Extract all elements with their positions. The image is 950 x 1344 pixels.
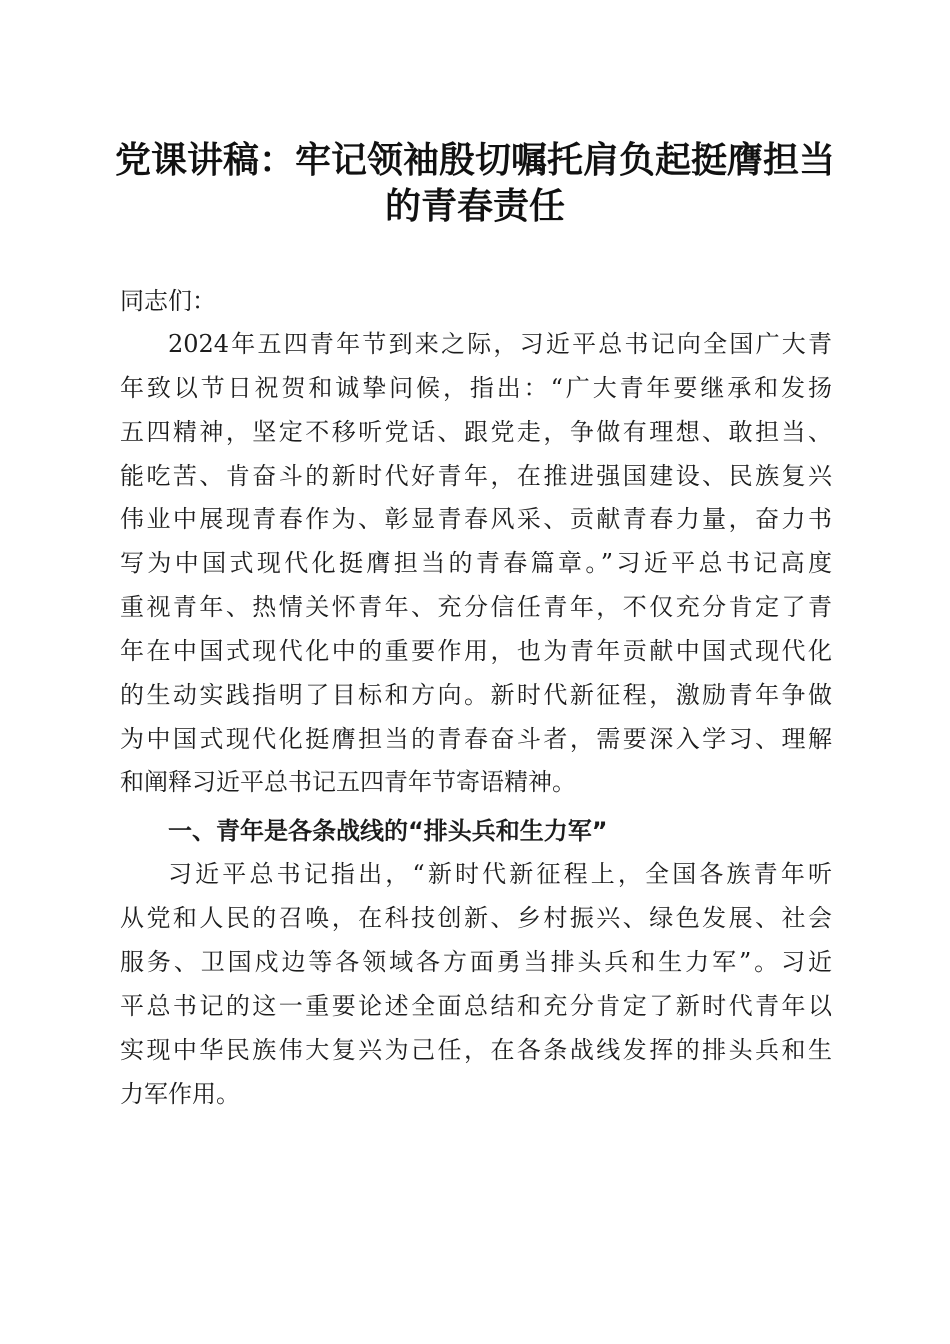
paragraph-2-line: 服务、卫国戍边等各领域各方面勇当排头兵和生力军”。习近 xyxy=(120,948,832,976)
paragraph-1-line: 五四精神，坚定不移听党话、跟党走，争做有理想、敢担当、 xyxy=(120,418,832,446)
section-1-heading: 一、青年是各条战线的“排头兵和生力军” xyxy=(168,817,608,845)
paragraph-1-line: 重视青年、热情关怀青年、充分信任青年，不仅充分肯定了青 xyxy=(120,593,832,621)
paragraph-1-line: 和阐释习近平总书记五四青年节寄语精神。 xyxy=(120,768,576,796)
paragraph-2-line: 从党和人民的召唤，在科技创新、乡村振兴、绿色发展、社会 xyxy=(120,904,832,932)
document-title-line-2: 的青春责任 xyxy=(384,185,565,227)
document-title-line-1: 党课讲稿：牢记领袖殷切嘱托肩负起挺膺担当 xyxy=(114,139,835,181)
paragraph-1-line: 年致以节日祝贺和诚挚问候，指出：“广大青年要继承和发扬 xyxy=(120,374,832,402)
paragraph-2-line: 实现中华民族伟大复兴为己任，在各条战线发挥的排头兵和生 xyxy=(120,1036,832,1064)
paragraph-1-line: 写为中国式现代化挺膺担当的青春篇章。”习近平总书记高度 xyxy=(120,549,832,577)
paragraph-1-line: 年在中国式现代化中的重要作用，也为青年贡献中国式现代化 xyxy=(120,637,832,665)
paragraph-1-line: 能吃苦、肯奋斗的新时代好青年，在推进强国建设、民族复兴 xyxy=(120,462,832,490)
paragraph-2-line: 平总书记的这一重要论述全面总结和充分肯定了新时代青年以 xyxy=(120,992,832,1020)
paragraph-2-line: 力军作用。 xyxy=(120,1080,240,1108)
paragraph-1-line: 为中国式现代化挺膺担当的青春奋斗者，需要深入学习、理解 xyxy=(120,725,832,753)
salutation: 同志们： xyxy=(120,287,216,315)
paragraph-1-line: 的生动实践指明了目标和方向。新时代新征程，激励青年争做 xyxy=(120,681,832,709)
paragraph-2-line: 习近平总书记指出，“新时代新征程上，全国各族青年听 xyxy=(168,860,832,888)
paragraph-1-line: 2024年五四青年节到来之际，习近平总书记向全国广大青 xyxy=(168,330,832,358)
paragraph-1-line: 伟业中展现青春作为、彰显青春风采、贡献青春力量，奋力书 xyxy=(120,505,832,533)
